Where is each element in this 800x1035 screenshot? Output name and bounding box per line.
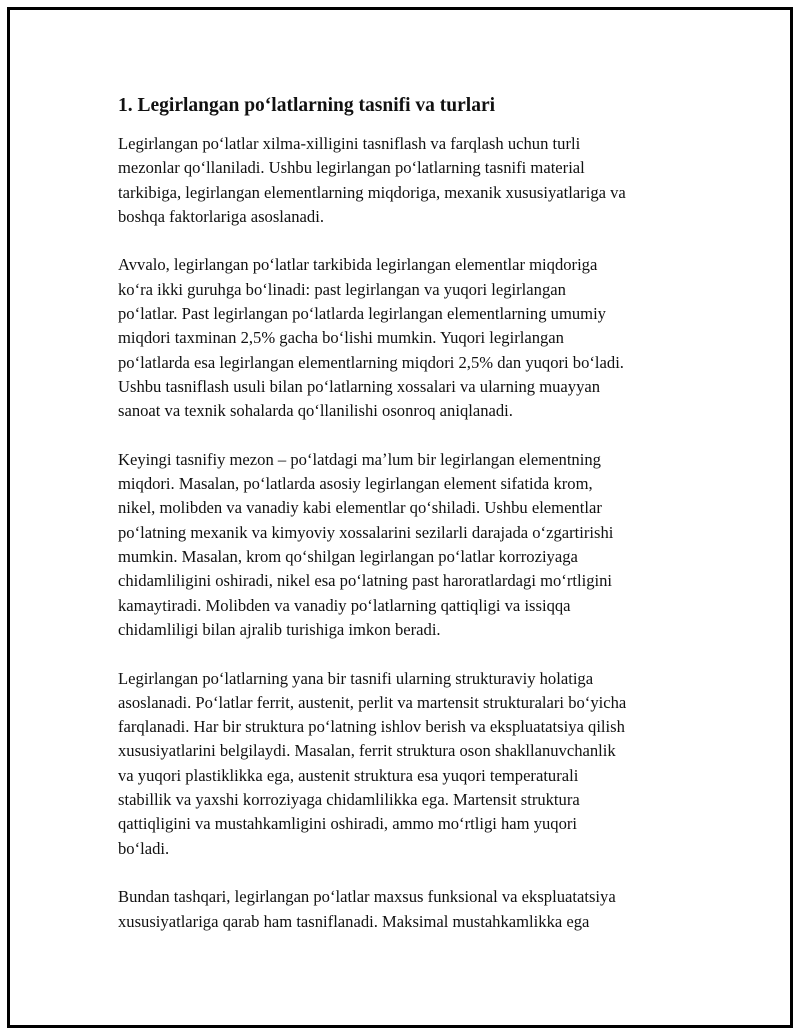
paragraph-intro: Legirlangan poʻlatlar xilma-xilligini tasniflash va farqlash uchun turli mezonlar qoʻllaniladi. Ushbu legirlangan poʻlatlarning tasnifi material tarkibiga, legirlangan elementlarning miqdoriga, mexanik xususiyatlariga va boshqa faktorlariga asoslanadi. bbox=[118, 134, 626, 226]
paragraph-specific-element: Keyingi tasnifiy mezon – poʻlatdagi maʼlum bir legirlangan elementning miqdori. Masalan, poʻlatlarda asosiy legirlangan element sifatida krom, nikel, molibden va vanadiy kabi elementlar qoʻshiladi. Ushbu elementlar poʻlatning mexanik va kimyoviy xossalarini sezilarli darajada oʻzgartirishi mumkin. Masalan, krom qoʻshilgan legirlangan poʻlatlar korroziyaga chidamliligini oshiradi, nikel esa poʻlatning past haroratlardagi moʻrtligini kamaytiradi. Molibden va vanadiy poʻlatlarning qattiqligi va issiqqa chidamliligi bilan ajralib turishiga imkon beradi. bbox=[118, 449, 614, 639]
paragraph-structural-state: Legirlangan poʻlatlarning yana bir tasnifi ularning strukturaviy holatiga asoslanadi. Poʻlatlar ferrit, austenit, perlit va martensit strukturalari boʻyicha farqlanadi. Har bir struktura poʻlatning ishlov berish va ekspluatatsiya qilish xususiyatlarini belgilaydi. Masalan, ferrit struktura oson shakllanuvchanlik va yuqori plastiklikka ega, austenit struktura esa yuqori temperaturali stabillik va yaxshi korroziyaga chidamlilikka ega. Martensit struktura qattiqligini va mustahkamligini oshiradi, ammo moʻrtligi ham yuqori boʻladi. bbox=[118, 668, 627, 858]
paragraph-alloy-amount: Avvalo, legirlangan poʻlatlar tarkibida legirlangan elementlar miqdoriga koʻra ikki guruhga boʻlinadi: past legirlangan va yuqori legirlangan poʻlatlar. Past legirlangan poʻlatlarda legirlangan elementlarning umumiy miqdori taxminan 2,5% gacha boʻlishi mumkin. Yuqori legirlangan poʻlatlarda esa legirlangan elementlarning miqdori 2,5% dan yuqori boʻladi. Ushbu tasniflash usuli bilan poʻlatlarning xossalari va ularning muayyan sanoat va texnik sohalarda qoʻllanilishi osonroq aniqlanadi. bbox=[118, 255, 624, 421]
paragraph-functional-properties: Bundan tashqari, legirlangan poʻlatlar maxsus funksional va ekspluatatsiya xususiyatlariga qarab ham tasniflanadi. Maksimal mustahkamlikka ega bbox=[118, 887, 616, 931]
document-body bbox=[118, 92, 693, 934]
section-heading: 1. Legirlangan poʻlatlarning tasnifi va turlari bbox=[118, 95, 496, 116]
